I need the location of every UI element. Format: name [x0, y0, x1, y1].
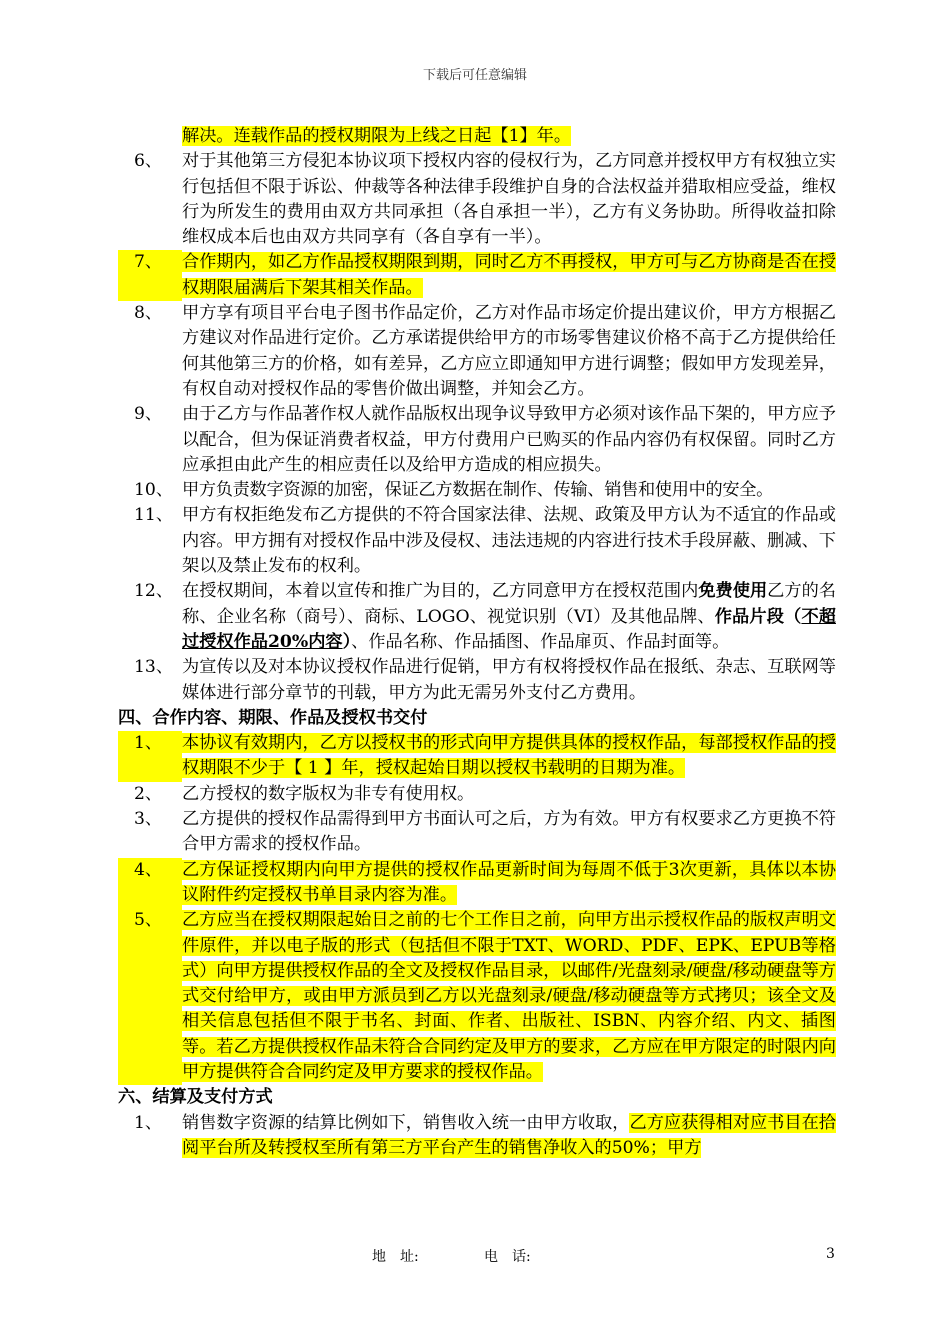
clause-7 — [118, 250, 836, 301]
clause-11 — [118, 503, 836, 579]
page-header: 下载后可任意编辑 — [422, 68, 527, 83]
clause-number: 3、 — [134, 809, 163, 830]
clause-text-part: 乙方的名称、企业名称（商号）、商标、LOGO、视觉识别（VI）及其他品牌、 — [182, 581, 836, 627]
document-body — [118, 124, 836, 1161]
footer-phone-label: 电 话: — [484, 1249, 531, 1265]
clause-text: 由于乙方与作品著作权人就作品版权出现争议导致甲方必须对该作品下架的，甲方应予以配合，但为保证消费者权益，甲方付费用户已购买的作品内容仍有权保留。同时乙方应承担由此产生的相应责任以及给甲方造成的相应损失。 — [182, 404, 836, 475]
clause-text: 乙方提供的授权作品需得到甲方书面认可之后，方为有效。甲方有权要求乙方更换不符合甲方需求的授权作品。 — [182, 809, 836, 855]
clause-number: 1、 — [118, 731, 182, 782]
clause-4-5 — [118, 908, 836, 1085]
clause-number — [118, 124, 182, 149]
bold-text: 作品片段（ — [714, 606, 802, 627]
clause-text: 甲方负责数字资源的加密，保证乙方数据在制作、传输、销售和使用中的安全。 — [182, 480, 774, 501]
clause-9 — [118, 402, 836, 478]
clause-number: 13、 — [134, 657, 174, 678]
clause-4-2 — [118, 782, 836, 807]
section-heading-6: 六、结算及支付方式 — [118, 1087, 273, 1108]
clause-number: 12、 — [134, 581, 174, 602]
page-number: 3 — [826, 1246, 835, 1262]
clause-number: 1、 — [134, 1112, 163, 1133]
clause-text-part: 在授权期间，本着以宣传和推广为目的，乙方同意甲方在授权范围内 — [182, 581, 699, 602]
clause-text: 为宣传以及对本协议授权作品进行促销，甲方有权将授权作品在报纸、杂志、互联网等媒体进行部分章节的刊载，甲方为此无需另外支付乙方费用。 — [182, 657, 836, 703]
clause-number: 4、 — [118, 858, 182, 909]
highlighted-text: 乙方应获得相对应书目在拾阅平台所及转授权至所有第三方平台产生的销售净收入的50%；甲方 — [182, 1112, 836, 1158]
clause-6 — [118, 149, 836, 250]
clause-text-part: 、作品名称、作品插图、作品扉页、作品封面等。 — [351, 631, 730, 652]
clause-4-3 — [118, 807, 836, 858]
section-heading-4: 四、合作内容、期限、作品及授权书交付 — [118, 707, 428, 728]
clause-6-1 — [118, 1111, 836, 1162]
clause-10 — [118, 478, 836, 503]
footer-address-label: 地 址: — [372, 1249, 419, 1265]
clause-text: 甲方有权拒绝发布乙方提供的不符合国家法律、法规、政策及甲方认为不适宜的作品或内容。甲方拥有对授权作品中涉及侵权、违法违规的内容进行技术手段屏蔽、删减、下架以及禁止发布的权利。 — [182, 505, 836, 577]
bold-text: 免费使用 — [698, 581, 768, 602]
clause-text: 对于其他第三方侵犯本协议项下授权内容的侵权行为，乙方同意并授权甲方有权独立实行包括但不限于诉讼、仲裁等各种法律手段维护自身的合法权益并猎取相应受益，维权行为所发生的费用由双方共同承担（各自承担一半），乙方有义务协助。所得收益扣除维权成本后也由双方共同享有（各自享有一半）。 — [182, 151, 836, 248]
clause-12 — [118, 579, 836, 655]
clause-4-1 — [118, 731, 836, 782]
bold-underline-text: 不超过授权作品20%内容 — [182, 606, 836, 652]
clause-text: 解决。连载作品的授权期限为上线之日起【1】年。 — [182, 126, 572, 146]
clause-number: 11、 — [134, 505, 174, 526]
clause-number: 8、 — [134, 303, 163, 324]
clause-text — [182, 579, 836, 655]
clause-text: 甲方享有项目平台电子图书作品定价，乙方对作品市场定价提出建议价，甲方方根据乙方建议对作品进行定价。乙方承诺提供给甲方的市场零售建议价格不高于乙方提供给任何其他第三方的价格，如有差异，乙方应立即通知甲方进行调整；假如甲方发现差异，有权自动对授权作品的零售价做出调整，并知会乙方。 — [182, 303, 836, 399]
clause-text: 乙方应当在授权期限起始日之前的七个工作日之前，向甲方出示授权作品的版权声明文件原件，并以电子版的形式（包括但不限于TXT、WORD、PDF、EPK、EPUB等格式）向甲方提供授权作品的全文及授权作品目录，以邮件/光盘刻录/硬盘/移动硬盘等方式交付给甲方，或由甲方派员到乙方以光盘刻录/硬盘/移动硬盘等方式拷贝；该全文及相关信息包括但不限于书名、封面、作者、出版社、ISBN、内容介绍、内文、插图等。若乙方提供授权作品未符合合同约定及甲方的要求，乙方应在甲方限定的时限内向甲方提供符合合同约定及甲方要求的授权作品。 — [182, 910, 836, 1082]
clause-text: 本协议有效期内，乙方以授权书的形式向甲方提供具体的授权作品，每部授权作品的授权期限不少于【 1 】年，授权起始日期以授权书载明的日期为准。 — [182, 733, 836, 779]
clause-continued — [118, 124, 836, 149]
clause-number: 2、 — [134, 783, 163, 804]
clause-number: 7、 — [118, 250, 182, 301]
clause-number: 5、 — [118, 908, 182, 1085]
clause-number: 9、 — [134, 404, 163, 425]
clause-13 — [118, 655, 836, 706]
clause-8 — [118, 301, 836, 402]
clause-number: 6、 — [134, 151, 163, 172]
clause-number: 10、 — [134, 480, 174, 501]
clause-text — [182, 1111, 836, 1162]
clause-4-4 — [118, 858, 836, 909]
clause-text: 合作期内，如乙方作品授权期限到期，同时乙方不再授权，甲方可与乙方协商是否在授权期限届满后下架其相关作品。 — [182, 252, 836, 298]
clause-text-part: 销售数字资源的结算比例如下，销售收入统一由甲方收取， — [182, 1112, 630, 1133]
clause-text: 乙方授权的数字版权为非专有使用权。 — [182, 783, 475, 804]
clause-text: 乙方保证授权期内向甲方提供的授权作品更新时间为每周不低于3次更新，具体以本协议附件约定授权书单目录内容为准。 — [182, 859, 836, 905]
bold-text: ） — [342, 631, 352, 652]
